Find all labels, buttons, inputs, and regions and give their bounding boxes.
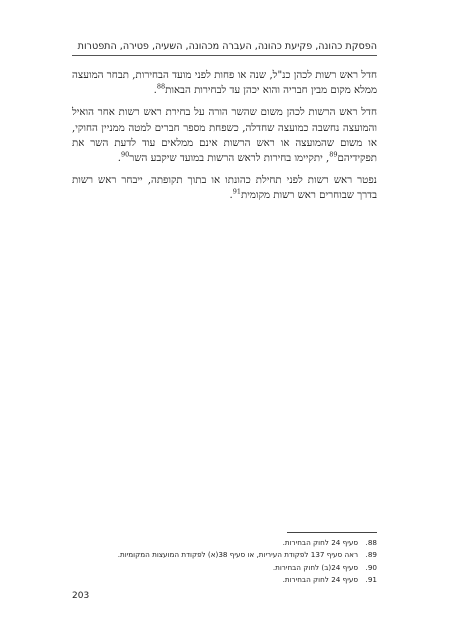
footnote-number: 91. xyxy=(365,575,377,585)
paragraph-3 xyxy=(72,173,377,203)
paragraph-2 xyxy=(72,105,377,166)
footnote-number: 90. xyxy=(365,562,377,572)
footnote-ref[interactable]: 89 xyxy=(329,150,338,159)
paragraph-tail: . xyxy=(153,85,157,97)
footnote-separator xyxy=(287,532,377,533)
paragraph-tail: . xyxy=(229,190,233,202)
paragraph-text-continued: , יתקיימו בחירות לראש הרשות במועד שיקבע השר xyxy=(129,153,330,165)
footnote-ref[interactable]: 90 xyxy=(121,150,130,159)
footnote-number: 89. xyxy=(365,550,377,560)
paragraph-text: נפטר ראש רשות לפני תחילת כהונתו או בתוך תקופתה, ייבחר ראש רשות בדרך שבוחרים ראש רשות מקומית xyxy=(72,175,377,202)
footnote-text: סעיף 24 לחוק הבחירות. xyxy=(282,575,358,585)
body-text xyxy=(72,68,377,211)
footnotes xyxy=(72,537,377,587)
footnote-item xyxy=(72,562,377,574)
footnote-ref[interactable]: 88 xyxy=(156,82,166,91)
paragraph-1 xyxy=(72,68,377,98)
footnote-text: ראה סעיף 137 לפקודת העיריות, או סעיף 38(א) לפקודת המועצות המקומיות. xyxy=(117,550,358,560)
paragraph-tail: . xyxy=(117,153,121,165)
running-header: הפסקת כהונה, פקיעת כהונה, העברה מכהונה, השעיה, פטירה, התפטרות xyxy=(77,41,377,52)
paragraph-text: חדל ראש הרשות לכהן משום שהשר הורה על בחירת ראש רשות אחר הואיל והמועצה נחשבה כמועצה שחדלה, כשפחת מספר חברים למטה ממניין החוקי, או משום שהמועצה או ראש הרשות אינם ממלאים עוד לדעת השר את תפקידיהם xyxy=(72,107,377,165)
header-rule xyxy=(72,55,377,56)
footnote-item xyxy=(72,549,377,561)
footnote-text: סעיף 24(ב) לחוק הבחירות. xyxy=(272,562,358,572)
footnote-item xyxy=(72,574,377,586)
footnote-text: סעיף 24 לחוק הבחירות. xyxy=(282,538,358,547)
footnote-item xyxy=(72,537,377,549)
footnote-number: 88. xyxy=(365,538,377,547)
footnote-ref[interactable]: 91 xyxy=(232,188,242,197)
page-number: 203 xyxy=(72,591,90,601)
paragraph-text: חדל ראש רשות לכהן כנ"ל, שנה או פחות לפני מועד הבחירות, תבחר המועצה ממלא מקום מבין חבריה והוא יכהן עד לבחירות הבאות xyxy=(72,70,377,97)
